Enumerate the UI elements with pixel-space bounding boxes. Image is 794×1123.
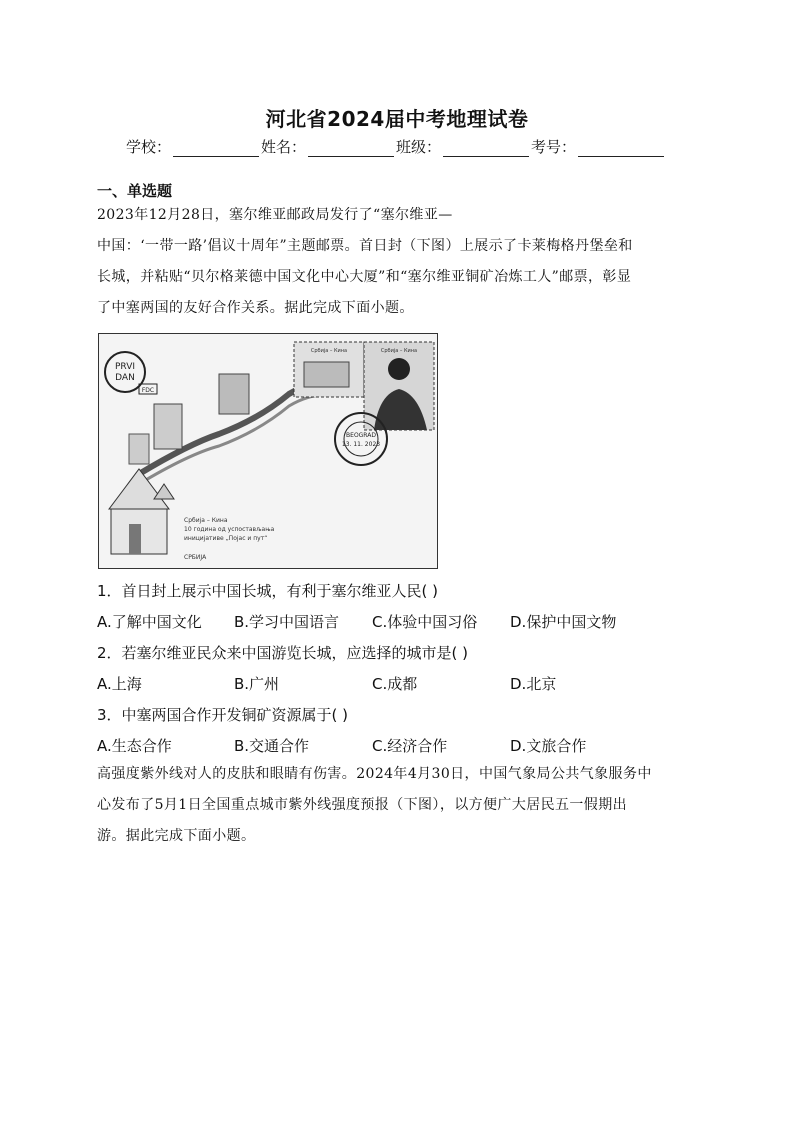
class-blank[interactable] [443,141,529,157]
name-blank[interactable] [308,141,394,157]
cover-country: СРБИЈА [184,554,207,561]
q1-option-d[interactable]: D.保护中国文物 [510,613,617,631]
intro-paragraph-2 [97,759,697,852]
postmark-date: 13. 11. 2023 [341,441,381,448]
question-1: 1．首日封上展示中国长城，有利于塞尔维亚人民( ) [97,582,439,600]
intro1-line-1: 2023年12月28日，塞尔维亚邮政局发行了“塞尔维亚— [97,207,453,223]
q2-option-c[interactable]: C.成都 [372,675,418,693]
section-heading: 一、单选题 [97,182,173,200]
cover-caption-1: Србија – Кина [184,517,228,524]
q2-option-d[interactable]: D.北京 [510,675,557,693]
intro2-line-1: 高强度紫外线对人的皮肤和眼睛有伤害。2024年4月30日，中国气象局公共气象服务中 [97,766,652,782]
name-label: 姓名： [261,138,307,156]
postmark-city: BEOGRAD [346,432,376,439]
q1-option-a[interactable]: A.了解中国文化 [97,613,202,631]
cover-caption-2: 10 година од успостављања [184,526,275,533]
logo-text-top: PRVI [115,362,135,372]
student-info-row [126,136,666,157]
number-blank[interactable] [578,141,664,157]
q1-option-c[interactable]: C.体验中国习俗 [372,613,478,631]
intro2-line-2: 心发布了5月1日全国重点城市紫外线强度预报（下图），以方便广大居民五一假期出 [97,797,628,813]
q2-option-b[interactable]: B.广州 [234,675,280,693]
cover-caption-3: иницијативе „Појас и пут“ [184,535,268,542]
class-label: 班级： [396,138,442,156]
stamp2-label: Србија – Кина [380,348,418,354]
question-2: 2．若塞尔维亚民众来中国游览长城，应选择的城市是( ) [97,644,469,662]
intro1-line-3: 长城，并粘贴“贝尔格莱德中国文化中心大厦”和“塞尔维亚铜矿冶炼工人”邮票，彰显 [97,269,632,285]
q3-option-d[interactable]: D.文旅合作 [510,737,587,755]
logo-tag: FDC [141,387,155,394]
q3-option-c[interactable]: C.经济合作 [372,737,448,755]
intro2-line-3: 游。据此完成下面小题。 [97,828,256,844]
q3-option-b[interactable]: B.交通合作 [234,737,310,755]
q1-option-b[interactable]: B.学习中国语言 [234,613,340,631]
intro1-line-2: 中国：‘一带一路’倡议十周年”主题邮票。首日封（下图）上展示了卡莱梅格丹堡垒和 [97,238,633,254]
school-label: 学校： [126,138,172,156]
first-day-cover-image [98,333,438,569]
page-title: 河北省2024届中考地理试卷 [265,107,529,131]
school-blank[interactable] [173,141,259,157]
q3-option-a[interactable]: A.生态合作 [97,737,172,755]
intro-paragraph-1 [97,200,697,324]
stamp1-label: Србија – Кина [310,348,348,354]
q2-option-a[interactable]: A.上海 [97,675,142,693]
question-3: 3．中塞两国合作开发铜矿资源属于( ) [97,706,349,724]
intro1-line-4: 了中塞两国的友好合作关系。据此完成下面小题。 [97,300,414,316]
logo-text-bottom: DAN [115,373,135,383]
number-label: 考号： [531,138,577,156]
